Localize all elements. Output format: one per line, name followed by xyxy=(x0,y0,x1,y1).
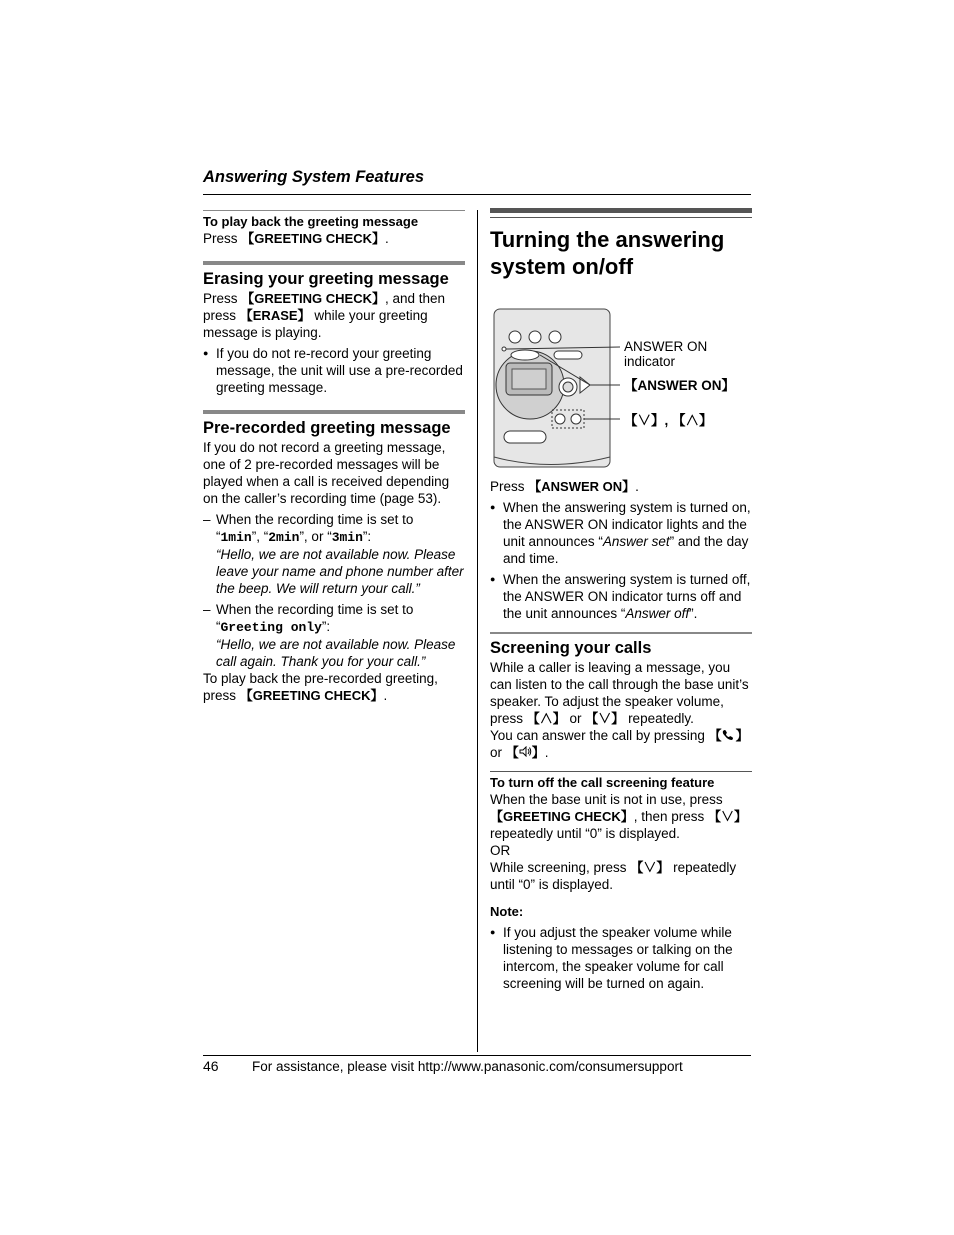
answer-on-button-label: 【ANSWER ON】 xyxy=(624,378,735,393)
answer-on-indicator-label: ANSWER ON indicator xyxy=(624,339,708,369)
message-text: “Hello, we are not available now. Please leave your name and phone number after the beep. We will return your call.” xyxy=(216,547,464,596)
playback-heading: To play back the greeting message xyxy=(203,214,419,229)
base-unit-illustration xyxy=(490,307,752,472)
screening-heading: Screening your calls xyxy=(490,639,652,657)
dash-item-2: – When the recording time is set to “Greeting only”: “Hello, we are not available now. Please call again. Thank you for your call.” xyxy=(203,601,465,670)
prerec-playback: To play back the pre-recorded greeting, press 【GREETING CHECK】. xyxy=(203,671,438,703)
rule xyxy=(203,261,465,265)
phone-handset-icon xyxy=(722,729,736,740)
playback-instruction: Press 【GREETING CHECK】. xyxy=(203,231,389,246)
screening-body: While a caller is leaving a message, you can listen to the call through the base unit’s speaker. To adjust the speaker volume, press 【∧】 or 【∨】 repeatedly. You can answer the call by pressing 【 】 or 【 】. xyxy=(490,660,749,760)
rule xyxy=(490,771,752,772)
talk-key: 【 】 xyxy=(708,728,749,743)
rule xyxy=(203,210,465,211)
right-column-body xyxy=(490,478,752,992)
answer-on-key: 【ANSWER ON】 xyxy=(528,479,636,494)
answer-off-bullet: ● When the answering system is turned off, the ANSWER ON indicator turns off and the unit announces “Answer off”. xyxy=(490,571,752,622)
note-heading: Note: xyxy=(490,904,524,919)
rule xyxy=(203,410,465,414)
prerec-body: If you do not record a greeting message, one of 2 pre-recorded messages will be played when a call is received depending on the caller’s recording time (page 53). xyxy=(203,440,450,506)
footer-divider xyxy=(203,1055,751,1056)
speakerphone-icon xyxy=(519,746,532,757)
greeting-check-key: 【GREETING CHECK】 xyxy=(239,688,384,703)
turnoff-body: When the base unit is not in use, press 【GREETING CHECK】, then press 【∨】 repeatedly until “0” is displayed. OR While screening, press 【∨】 repeatedly until “0” is displayed. xyxy=(490,792,748,892)
page-number: 46 xyxy=(203,1058,219,1074)
erase-heading: Erasing your greeting message xyxy=(203,270,449,288)
rule xyxy=(490,208,752,213)
assistance-text: For assistance, please visit http://www.panasonic.com/consumersupport xyxy=(252,1059,683,1074)
column-divider xyxy=(477,210,478,1052)
page-title: Turning the answering system on/off xyxy=(490,227,725,279)
turnoff-heading: To turn off the call screening feature xyxy=(490,775,715,790)
answer-on-instruction: Press 【ANSWER ON】. xyxy=(490,479,639,494)
rule xyxy=(490,632,752,634)
erase-key: 【ERASE】 xyxy=(239,308,311,323)
prerec-heading: Pre-recorded greeting message xyxy=(203,419,451,437)
greeting-check-key: 【GREETING CHECK】 xyxy=(241,291,385,306)
volume-arrows-label: 【∨】, 【∧】 xyxy=(624,413,713,428)
rule xyxy=(490,217,752,218)
answer-on-bullet: ● When the answering system is turned on, the ANSWER ON indicator lights and the unit announces “Answer set” and the day and time. xyxy=(490,499,752,567)
speakerphone-key: 【 】 xyxy=(505,745,545,760)
note-bullet: ● If you adjust the speaker volume while listening to messages or talking on the intercom, the speaker volume for call screening will be turned on again. xyxy=(490,924,752,992)
message-text: “Hello, we are not available now. Please call again. Thank you for your call.” xyxy=(216,637,456,669)
left-column xyxy=(203,210,465,704)
section-title: Answering System Features xyxy=(203,168,424,186)
header-divider xyxy=(203,194,751,195)
right-column xyxy=(490,208,752,280)
erase-bullet: ● If you do not re-record your greeting message, the unit will use a pre-recorded greeting message. xyxy=(203,345,465,396)
erase-text: Press 【GREETING CHECK】, and then press 【ERASE】 while your greeting message is playing. xyxy=(203,291,446,340)
greeting-check-key: 【GREETING CHECK】 xyxy=(241,231,386,246)
dash-item-1: – When the recording time is set to “1min”, “2min”, or “3min”: “Hello, we are not available now. Please leave your name and phone number after the beep. We will return your call.” xyxy=(203,511,465,597)
